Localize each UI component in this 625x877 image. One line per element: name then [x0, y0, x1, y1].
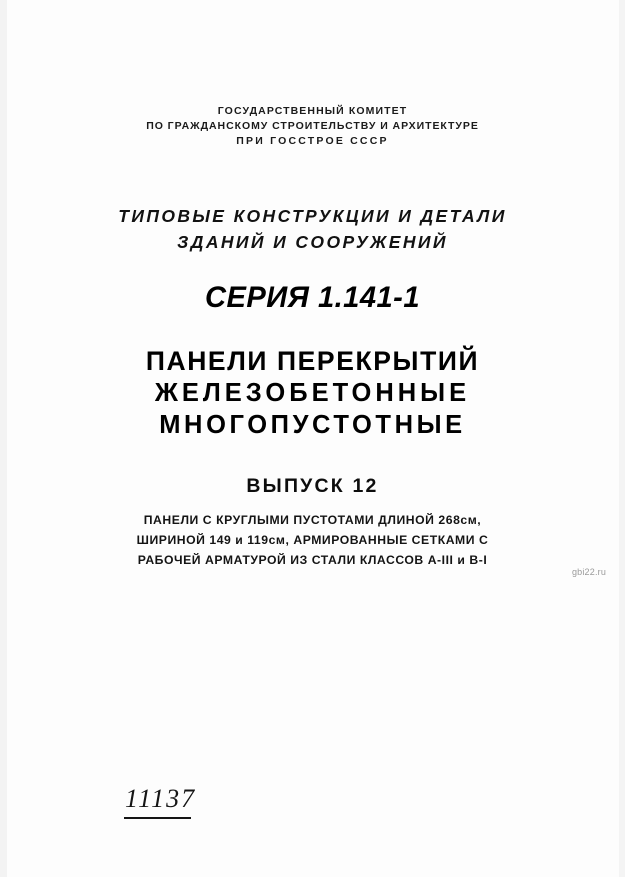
document-type-line-1: ТИПОВЫЕ КОНСТРУКЦИИ И ДЕТАЛИ [118, 205, 507, 226]
issue-description-line-1: ПАНЕЛИ С КРУГЛЫМИ ПУСТОТАМИ ДЛИНОЙ 268см, [143, 513, 482, 528]
watermark-text: gbi22.ru [571, 567, 607, 577]
issue-description [0, 511, 625, 570]
handwritten-underline [124, 817, 191, 819]
main-title [0, 345, 625, 441]
document-type-line-2: ЗДАНИЙ И СООРУЖЕНИЙ [177, 231, 448, 252]
issuing-agency [0, 104, 625, 149]
agency-line-1: ГОСУДАРСТВЕННЫЙ КОМИТЕТ [217, 105, 408, 117]
handwritten-archive-number: 11137 [125, 784, 197, 813]
issue-description-line-2: ШИРИНОЙ 149 и 119см, АРМИРОВАННЫЕ СЕТКАМИ С [136, 533, 489, 548]
agency-line-3: ПРИ ГОССТРОЕ СССР [236, 134, 389, 147]
main-title-line-3: МНОГОПУСТОТНЫЕ [159, 410, 466, 439]
issue-description-line-3: РАБОЧЕЙ АРМАТУРОЙ ИЗ СТАЛИ КЛАССОВ А-III и В-I [137, 552, 488, 567]
issue-number: ВЫПУСК 12 [246, 475, 379, 498]
agency-line-2: ПО ГРАЖДАНСКОМУ СТРОИТЕЛЬСТВУ И АРХИТЕКТУРЕ [146, 119, 479, 132]
series-number: СЕРИЯ 1.141-1 [204, 281, 421, 315]
document-type [0, 203, 625, 256]
main-title-line-2: ЖЕЛЕЗОБЕТОННЫЕ [154, 379, 471, 408]
main-title-line-1: ПАНЕЛИ ПЕРЕКРЫТИЙ [145, 346, 480, 377]
